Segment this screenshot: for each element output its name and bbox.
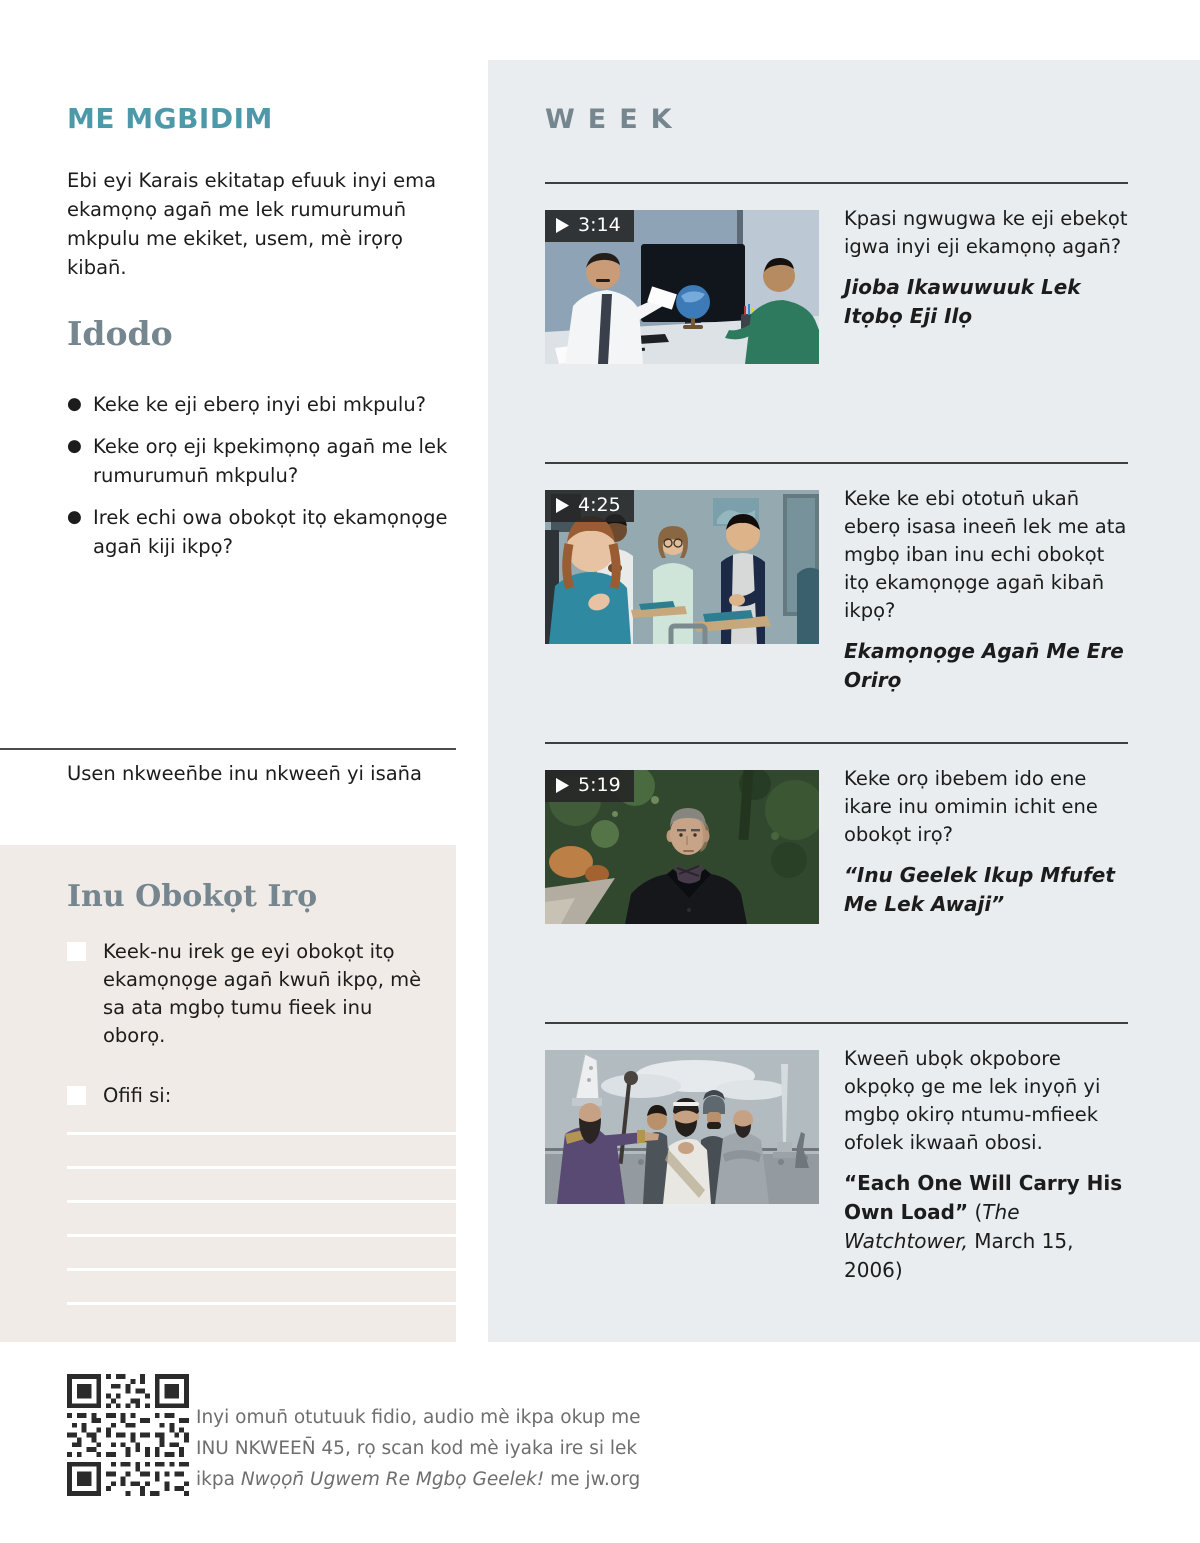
video-item: [545, 182, 1128, 364]
duration-text: 4:25: [578, 494, 621, 516]
question-item: [67, 432, 472, 490]
note-text: Usen nkween̄be inu nkween̄ yi isan̄a: [67, 762, 422, 785]
question-item: [67, 503, 472, 561]
article-title-quote: “Each One Will Carry His Own Load”: [844, 1171, 1123, 1224]
video-title: “Inu Geelek Ikup Mfufet Me Lek Awaji”: [844, 863, 1115, 916]
question-text: Irek echi owa obokọt itọ ekamọnọge agan̄ kiji ikpọ?: [93, 506, 448, 558]
duration-badge: [545, 490, 634, 522]
question-text: Keke ke eji eberọ inyi ebi mkpulu?: [93, 393, 427, 416]
question-item: [67, 390, 472, 419]
king-illustration-scene: [545, 1050, 819, 1204]
intro-paragraph: Ebi eyi Karais ekitatap efuuk inyi ema ekamọnọ agan̄ me lek rumurumun̄ mkpulu me ekiket, usem, mè irọrọ kiban̄.: [67, 169, 437, 279]
section-title-idodo: Idodo: [67, 314, 173, 353]
play-icon: [556, 498, 569, 513]
worksheet-title: Inu Obokọt Irọ: [67, 879, 318, 914]
write-lines[interactable]: [67, 1132, 456, 1305]
left-divider: [0, 748, 456, 750]
video-question: Keke orọ ibebem ido ene ikare inu omimin ichit ene obokọt irọ?: [844, 767, 1098, 846]
worksheet-item-text: Ofifi si:: [103, 1084, 172, 1107]
duration-badge: [545, 210, 634, 242]
write-line: [67, 1166, 456, 1169]
article-title: [844, 1169, 1128, 1285]
bullet-dot-icon: ●: [67, 394, 82, 414]
checkbox[interactable]: [67, 1086, 86, 1105]
qr-caption-start: Inyi omun̄ otutuuk fidio, audio mè ikpa okup me INU NKWEEN̄ 45, rọ scan kod mè iyaka ire si lek ikpa: [196, 1407, 641, 1490]
duration-badge: [545, 770, 634, 802]
write-line: [67, 1200, 456, 1203]
play-icon: [556, 218, 569, 233]
play-icon: [556, 778, 569, 793]
article-title-publication: The Watchtower,: [844, 1200, 1020, 1253]
worksheet-item-text: Keek-nu irek ge eyi obokọt itọ ekamọnọge agan̄ kwun̄ ikpọ, mè sa ata mgbọ tumu fieek inu oborọ.: [103, 940, 422, 1047]
question-text: Keke orọ eji kpekimọnọ agan̄ me lek rumurumun̄ mkpulu?: [93, 435, 448, 487]
write-line: [67, 1234, 456, 1237]
video-question: Kpasi ngwugwa ke eji ebekọt igwa inyi eji ekamọnọ agan̄?: [844, 207, 1128, 258]
write-line: [67, 1268, 456, 1271]
qr-caption-end: me jw.org: [544, 1469, 641, 1490]
worksheet-item: [67, 1082, 430, 1110]
worksheet-item: [67, 938, 430, 1050]
video-thumbnail-man-outdoors[interactable]: [545, 770, 819, 924]
video-title: Jioba Ikawuwuuk Lek Itọbọ Eji Ilọ: [844, 275, 1081, 328]
bullet-dot-icon: ●: [67, 507, 82, 527]
video-thumbnail-classroom-pledge[interactable]: [545, 490, 819, 644]
section-title-me-mgbidim: ME MGBIDIM: [67, 102, 273, 135]
week-panel: [488, 60, 1200, 1342]
write-line: [67, 1302, 456, 1305]
checkbox[interactable]: [67, 942, 86, 961]
duration-text: 5:19: [578, 774, 621, 796]
worksheet-box: [0, 845, 456, 1342]
write-line: [67, 1132, 456, 1135]
qr-caption: [196, 1402, 651, 1495]
article-title-date: March 15, 2006): [844, 1229, 1074, 1282]
video-item: [545, 742, 1128, 924]
video-question: Keke ke ebi ototun̄ ukan̄ eberọ isasa ineen̄ lek me ata mgbọ iban inu echi obokọt itọ ekamọnọge agan̄ kiban̄ ikpọ?: [844, 487, 1127, 622]
qr-code: [67, 1374, 189, 1496]
video-thumbnail-office-discussion[interactable]: [545, 210, 819, 364]
duration-text: 3:14: [578, 214, 621, 236]
bullet-dot-icon: ●: [67, 436, 82, 456]
video-item: [545, 462, 1128, 695]
qr-caption-publication: Nwọọn̄ Ugwem Re Mgbọ Geelek!: [240, 1469, 545, 1490]
week-title: WEEK: [545, 104, 685, 135]
question-list: [67, 390, 472, 574]
illustration-king-captives: [545, 1050, 819, 1204]
video-item: [545, 1022, 1128, 1285]
video-title: Ekamọnọge Agan̄ Me Ere Orirọ: [844, 639, 1124, 692]
article-title-paren: (: [968, 1200, 983, 1224]
video-question: Kween̄ ubọk okpobore okpọkọ ge me lek inyọn̄ yi mgbọ okirọ ntumu-mfieek ofolek ikwaan̄ obosi.: [844, 1047, 1101, 1154]
